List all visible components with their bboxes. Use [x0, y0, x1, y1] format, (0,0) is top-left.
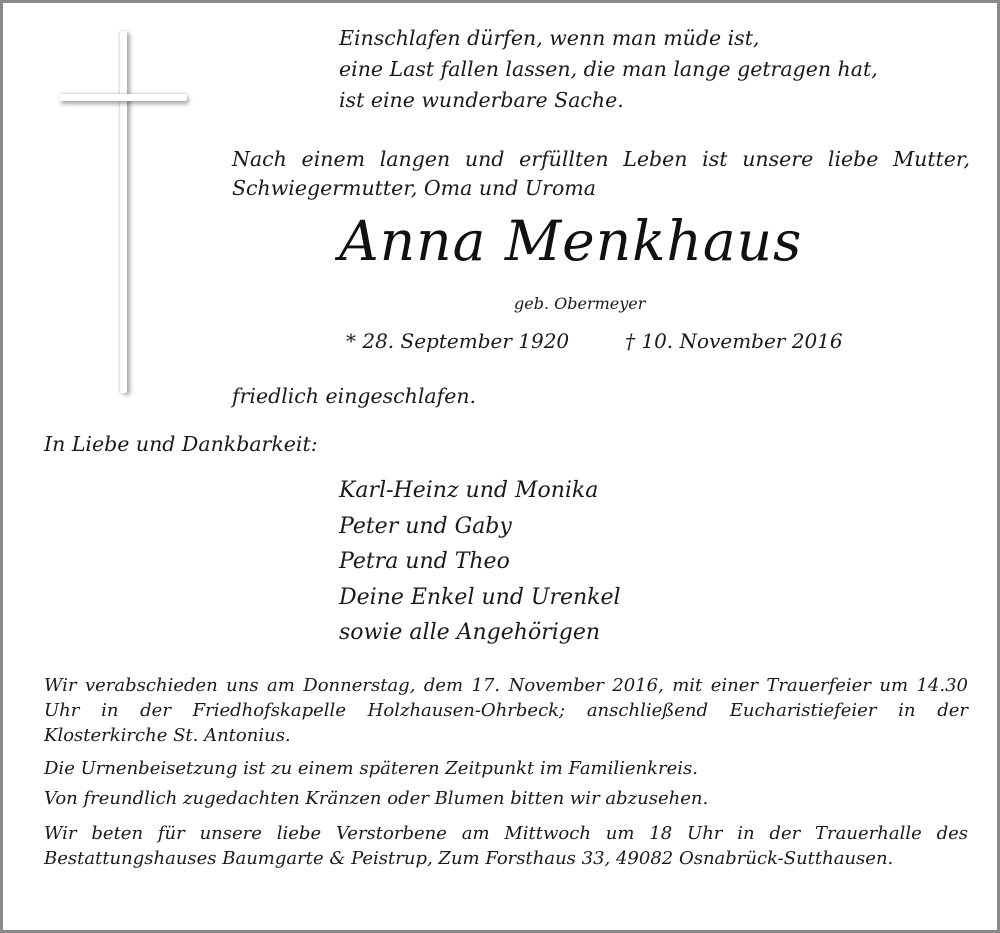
- family-member: sowie alle Angehörigen: [339, 620, 601, 645]
- cross-icon: [53, 31, 193, 401]
- urn-notice: Die Urnenbeisetzung ist zu einem späteren Zeitpunkt im Familienkreis.: [44, 758, 699, 779]
- family-member: Petra und Theo: [339, 549, 510, 574]
- family-member: Karl-Heinz und Monika: [339, 478, 599, 503]
- poem: [339, 23, 878, 116]
- death-date: † 10. November 2016: [625, 329, 843, 353]
- flowers-notice: Von freundlich zugedachten Kränzen oder Blumen bitten wir abzusehen.: [44, 788, 709, 809]
- funeral-notice: Wir verabschieden uns am Donnerstag, dem 17. November 2016, mit einer Trauerfeier um 14.30 Uhr in der Friedhofskapelle Holzhausen-Ohrbeck; anschließend Eucharistiefeier in der Klosterkirche St. Antonius.: [44, 675, 968, 746]
- family-member: Deine Enkel und Urenkel: [339, 584, 621, 610]
- maiden-name: geb. Obermeyer: [514, 294, 646, 313]
- passed-text: friedlich eingeschlafen.: [232, 384, 477, 408]
- poem-line: Einschlafen dürfen, wenn man müde ist,: [339, 26, 760, 50]
- poem-line: ist eine wunderbare Sache.: [339, 88, 624, 112]
- thanks-heading: In Liebe und Dankbarkeit:: [44, 432, 318, 456]
- family-list: [339, 473, 621, 651]
- birth-date: * 28. September 1920: [346, 329, 570, 353]
- intro-text: Nach einem langen und erfüllten Leben ist unsere liebe Mutter, Schwiegermutter, Oma und Uroma: [232, 147, 970, 200]
- family-member: Peter und Gaby: [339, 513, 512, 539]
- poem-line: eine Last fallen lassen, die man lange getragen hat,: [339, 57, 878, 81]
- cross-horizontal-bar: [59, 94, 187, 101]
- deceased-name: Anna Menkhaus: [339, 209, 803, 273]
- prayer-notice: Wir beten für unsere liebe Verstorbene am Mittwoch um 18 Uhr in der Trauerhalle des Bestattungshauses Baumgarte & Peistrup, Zum Forsthaus 33, 49082 Osnabrück-Sutthausen.: [44, 823, 968, 869]
- cross-vertical-bar: [120, 31, 127, 393]
